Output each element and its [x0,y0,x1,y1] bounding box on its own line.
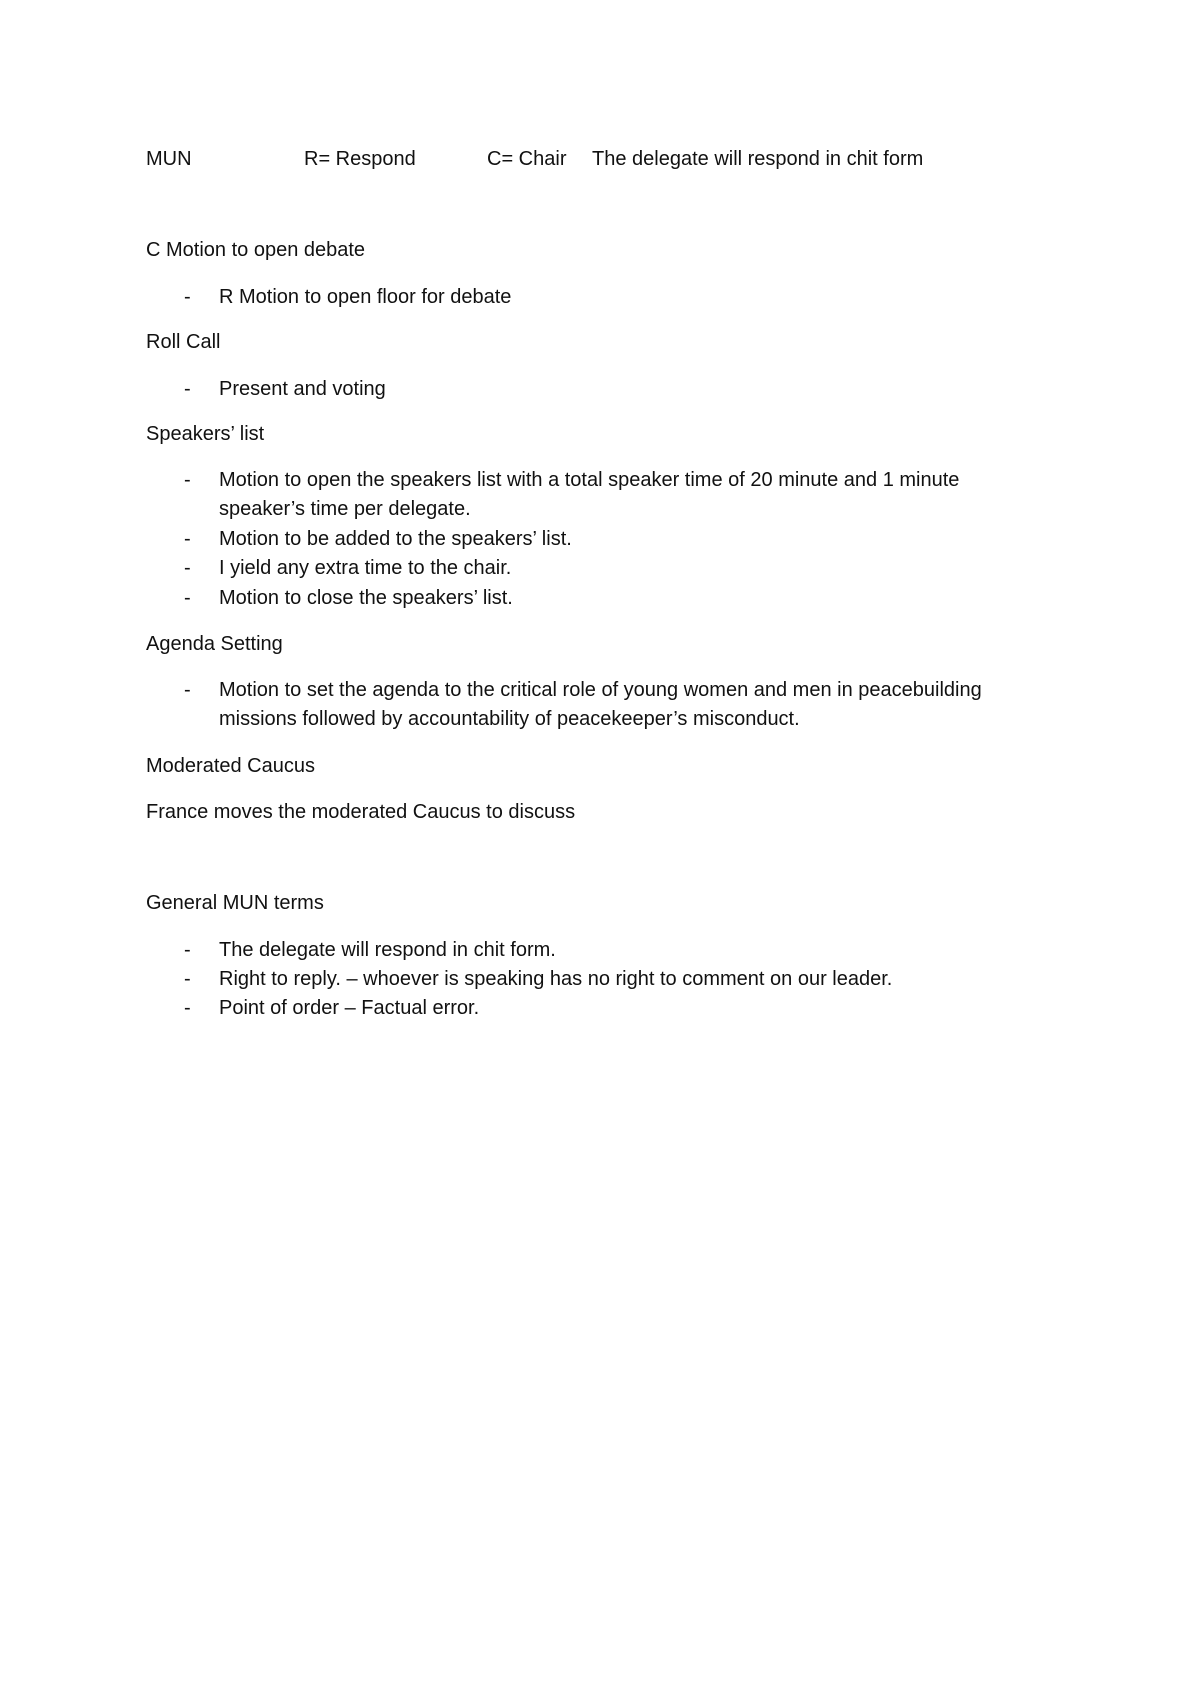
bullet-dash: - [184,286,191,308]
bullet-dash: - [184,469,191,491]
bullet-dash: - [184,939,191,961]
general-terms-item-3: Point of order – Factual error. [219,997,480,1019]
agenda-setting-heading: Agenda Setting [146,633,283,655]
general-terms-item-2: Right to reply. – whoever is speaking has no right to comment on our leader. [219,968,893,990]
bullet-dash: - [184,679,191,701]
bullet-dash: - [184,378,191,400]
bullet-dash: - [184,997,191,1019]
bullet-dash: - [184,528,191,550]
general-terms-heading: General MUN terms [146,892,324,914]
bullet-dash: - [184,968,191,990]
speakers-list-item-1: Motion to open the speakers list with a total speaker time of 20 minute and 1 minute speaker’s time per delegate. [219,469,960,520]
moderated-caucus-text: France moves the moderated Caucus to discuss [146,801,576,823]
general-terms-item-1: The delegate will respond in chit form. [219,939,556,961]
respond-key: R= Respond [304,148,416,170]
chair-key: C= Chair [487,148,567,170]
doc-title: MUN [146,148,192,170]
open-debate-heading: C Motion to open debate [146,239,366,261]
agenda-setting-item-1: Motion to set the agenda to the critical role of young women and men in peacebuilding missions followed by accountability of peacekeeper’s misconduct. [219,679,982,730]
bullet-dash: - [184,557,191,579]
header-note: The delegate will respond in chit form [592,148,924,170]
roll-call-heading: Roll Call [146,331,221,353]
speakers-list-item-2: Motion to be added to the speakers’ list. [219,528,572,550]
open-debate-item-1: R Motion to open floor for debate [219,286,512,308]
moderated-caucus-heading: Moderated Caucus [146,755,315,777]
bullet-dash: - [184,587,191,609]
speakers-list-item-4: Motion to close the speakers’ list. [219,587,513,609]
roll-call-item-1: Present and voting [219,378,386,400]
speakers-list-item-3: I yield any extra time to the chair. [219,557,512,579]
speakers-list-heading: Speakers’ list [146,423,265,445]
